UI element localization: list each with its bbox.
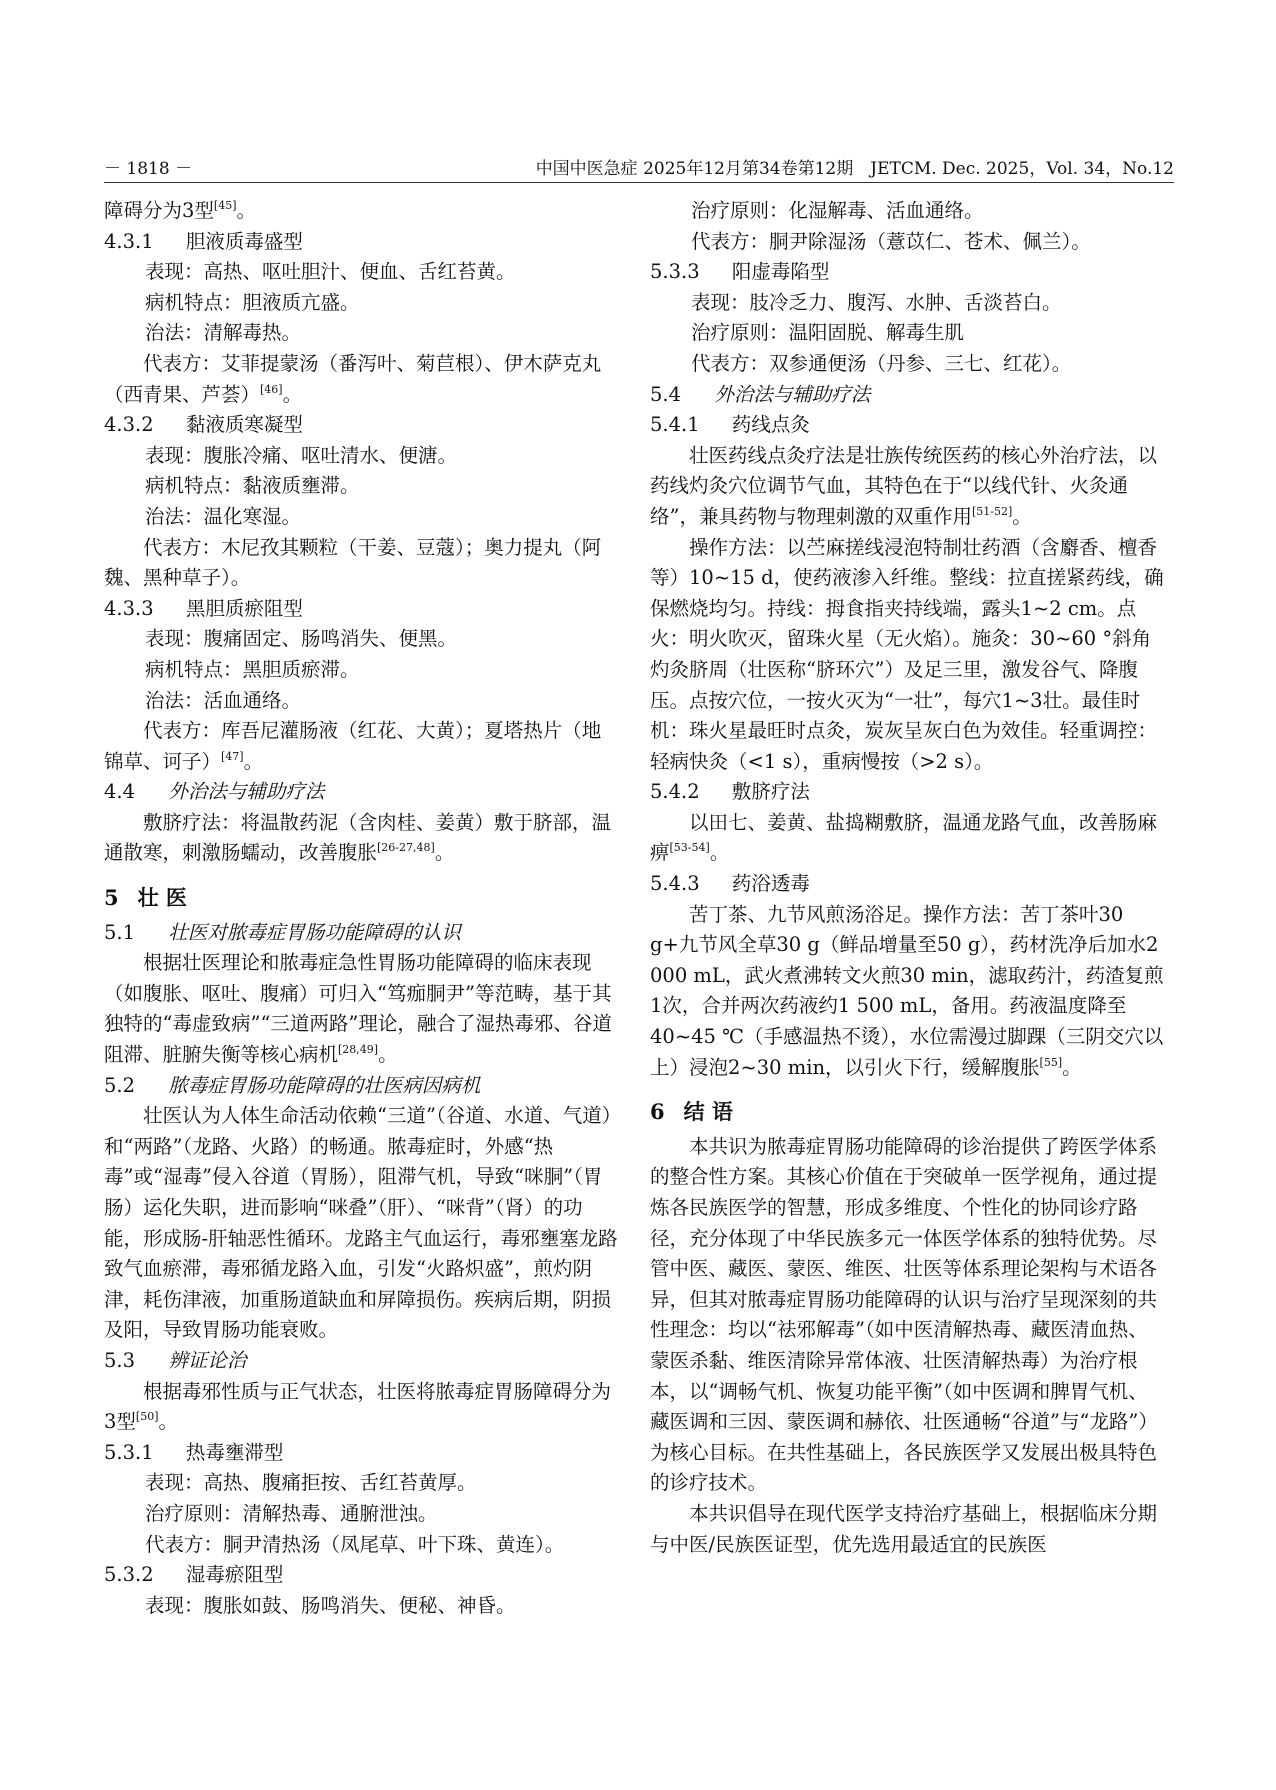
subsection-heading [104, 918, 620, 949]
paragraph-tail: 。 [434, 841, 455, 865]
paragraph [104, 716, 620, 777]
running-header [104, 154, 1174, 183]
subsection-heading [104, 1071, 620, 1102]
paragraph [104, 1499, 620, 1530]
paragraph-text: 操作方法：以苎麻搓线浸泡特制壮药酒（含麝香、檀香等）10~15 d，使药液渗入纤维。整线：拉直搓紧药线，确保燃烧均匀。持线：拇食指夹持线端，露头1~2 cm。点火：明火吹灭，留珠火星（无火焰）。施灸：30~60 °斜角灼灸脐周（壮医称“脐环穴”）及足三里，激发谷气、降腹压。点按穴位，一按火灭为“一壮”，每穴1~3壮。最佳时机：珠火星最旺时点灸，炭灰呈灰白色为效佳。轻重调控：轻病快灸（<1 s），重病慢按（>2 s）。 [650, 535, 1164, 773]
paragraph-text: 治疗原则：温阳固脱、解毒生肌 [690, 321, 964, 345]
paragraph-text: 壮医认为人体生命活动依赖“三道”（谷道、水道、气道）和“两路”（龙路、火路）的畅通。脓毒症时，外感“热毒”或“湿毒”侵入谷道（胃肠），阻滞气机，导致“咪胴”（胃肠）运化失职，进而影响“咪叠”（肝）、“咪背”（肾）的功能，形成肠-肝轴恶性循环。龙路主气血运行，毒邪壅塞龙路致气血瘀滞，毒邪循龙路入血，引发“火路炽盛”，煎灼阴津，耗伤津液，加重肠道缺血和屏障损伤。疾病后期，阴损及阳，导致胃肠功能衰败。 [104, 1104, 618, 1342]
heading-number: 5.3.1 [104, 1440, 154, 1464]
right-column [650, 196, 1166, 1560]
paragraph-text: 病机特点：黑胆质瘀滞。 [144, 657, 360, 681]
paragraph [650, 227, 1166, 258]
paragraph-text: 病机特点：黏液质壅滞。 [144, 474, 360, 498]
paragraph-tail: 。 [709, 841, 730, 865]
paragraph-text: 治疗原则：化湿解毒、活血通络。 [690, 199, 984, 222]
paragraph-tail: 。 [378, 1043, 398, 1067]
heading-text: 药浴透毒 [731, 872, 810, 896]
page-number: － 1818 － [104, 159, 193, 179]
heading-number: 5.3.3 [650, 260, 700, 284]
paragraph-text: 根据壮医理论和脓毒症急性胃肠功能障碍的临床表现（如腹胀、呕吐、腹痛）可归入“笃痂胴尹”等范畴，基于其独特的“毒虚致病”“三道两路”理论，融合了湿热毒邪、谷道阻滞、脏腑失衡等核心病机 [104, 951, 612, 1067]
paragraph [650, 1132, 1166, 1499]
paragraph-text: 根据毒邪性质与正气状态，壮医将脓毒症胃肠障碍分为3型 [104, 1379, 612, 1434]
heading-text: 辨证论治 [168, 1348, 247, 1372]
heading-text: 敷脐疗法 [731, 780, 810, 804]
paragraph [104, 196, 620, 227]
heading-number: 5.4.3 [650, 872, 700, 896]
heading-number: 5 [104, 885, 119, 911]
paragraph-text: 本共识为脓毒症胃肠功能障碍的诊治提供了跨医学体系的整合性方案。其核心价值在于突破单一医学视角，通过提炼各民族医学的智慧，形成多维度、个性化的协同诊疗路径，充分体现了中华民族多元一体医学体系的独特优势。尽管中医、藏医、蒙医、维医、壮医等体系理论架构与术语各异，但其对脓毒症胃肠功能障碍的认识与治疗呈现深刻的共性理念：均以“祛邪解毒”（如中医清解热毒、藏医清血热、蒙医杀黏、维医清除异常体液、壮医清解热毒）为治疗根本，以“调畅气机、恢复功能平衡”（如中医调和脾胃气机、藏医调和三因、蒙医调和赫依、壮医通畅“谷道”与“龙路”）为核心目标。在共性基础上，各民族医学又发展出极具特色的诊疗技术。 [650, 1134, 1158, 1495]
paragraph [104, 1468, 620, 1499]
paragraph [650, 1499, 1166, 1560]
paragraph-text: 代表方：木尼孜其颗粒（干姜、豆蔻）；奥力提丸（阿魏、黑种草子）。 [104, 535, 602, 590]
paragraph-text: 本共识倡导在现代医学支持治疗基础上，根据临床分期与中医/民族医证型，优先选用最适宜的民族医 [650, 1501, 1158, 1556]
heading-text: 阳虚毒陷型 [731, 260, 830, 284]
heading-number: 4.3.3 [104, 596, 154, 620]
heading-number: 5.2 [104, 1073, 136, 1097]
heading-number: 5.4 [650, 382, 682, 406]
paragraph [104, 808, 620, 869]
paragraph [104, 1530, 620, 1561]
citation-ref: [46] [260, 382, 283, 396]
citation-ref: [45] [213, 199, 237, 212]
heading-text: 结 语 [683, 1099, 733, 1125]
paragraph-tail: 。 [158, 1410, 179, 1434]
paragraph-text: 表现：肢冷乏力、腹泻、水肿、舌淡苔白。 [690, 290, 1062, 314]
paragraph-text: 表现：腹痛固定、肠鸣消失、便黑。 [144, 627, 457, 651]
heading-text: 黑胆质瘀阻型 [185, 596, 303, 620]
paragraph-text: 代表方：胴尹清热汤（凤尾草、叶下珠、黄连）。 [144, 1532, 565, 1556]
paragraph [650, 533, 1166, 778]
paragraph-text: 代表方：艾菲提蒙汤（番泻叶、菊苣根）、伊木萨克丸（西青果、芦荟） [104, 351, 602, 406]
paragraph-text: 表现：腹胀如鼓、肠鸣消失、便秘、神昏。 [144, 1593, 516, 1617]
paragraph-text: 代表方：库吾尼灌肠液（红花、大黄）；夏塔热片（地锦草、诃子） [104, 719, 602, 773]
subsubsection-heading [650, 869, 1166, 900]
heading-text: 壮 医 [137, 885, 187, 911]
citation-ref: [26-27,48] [377, 841, 435, 855]
heading-text: 外治法与辅助疗法 [714, 382, 871, 406]
paragraph-text: 表现：高热、腹痛拒按、舌红苔黄厚。 [144, 1471, 477, 1495]
citation-ref: [55] [1039, 1055, 1063, 1069]
paragraph [650, 318, 1166, 349]
subsubsection-heading [104, 594, 620, 625]
heading-number: 5.4.1 [650, 413, 700, 437]
paragraph-text: 敷脐疗法：将温散药泥（含肉桂、姜黄）敷于脐部，温通散寒，刺激肠蠕动，改善腹胀 [104, 810, 612, 865]
heading-number: 5.1 [104, 920, 136, 944]
paragraph [104, 471, 620, 502]
paragraph [104, 441, 620, 472]
heading-number: 5.3 [104, 1348, 136, 1372]
heading-text: 外治法与辅助疗法 [168, 780, 325, 804]
heading-text: 热毒壅滞型 [185, 1440, 284, 1464]
heading-text: 胆液质毒盛型 [185, 229, 303, 253]
paragraph-text: 治疗原则：清解热毒、通腑泄浊。 [144, 1501, 438, 1525]
paragraph-tail: 。 [1062, 1055, 1082, 1079]
paragraph-text: 治法：清解毒热。 [144, 321, 301, 345]
subsubsection-heading [104, 227, 620, 258]
subsubsection-heading [650, 777, 1166, 808]
subsubsection-heading [104, 410, 620, 441]
subsubsection-heading [650, 410, 1166, 441]
paragraph [104, 1101, 620, 1346]
subsection-heading [104, 777, 620, 808]
section-heading [104, 883, 620, 914]
paragraph-text: 表现：腹胀冷痛、呕吐清水、便溏。 [144, 443, 457, 467]
paragraph [104, 624, 620, 655]
paragraph [104, 318, 620, 349]
subsection-heading [650, 380, 1166, 411]
heading-text: 脓毒症胃肠功能障碍的壮医病因病机 [168, 1073, 481, 1097]
paragraph-text: 病机特点：胆液质亢盛。 [144, 290, 360, 314]
paragraph-tail: 。 [243, 749, 264, 773]
citation-ref: [53-54] [669, 841, 710, 855]
citation-ref: [28,49] [338, 1043, 379, 1057]
heading-number: 4.3.1 [104, 229, 154, 253]
paragraph-text: 代表方：胴尹除湿汤（薏苡仁、苍术、佩兰）。 [690, 229, 1091, 253]
paragraph [104, 686, 620, 717]
paragraph [650, 288, 1166, 319]
heading-text: 药线点灸 [731, 413, 810, 437]
paragraph-text: 表现：高热、呕吐胆汁、便血、舌红苔黄。 [144, 260, 516, 284]
paragraph [104, 533, 620, 594]
paragraph [104, 257, 620, 288]
heading-number: 4.4 [104, 780, 136, 804]
paragraph-text: 障碍分为3型 [104, 199, 214, 222]
subsubsection-heading [650, 257, 1166, 288]
heading-text: 黏液质寒凝型 [185, 413, 303, 437]
paragraph-text: 壮医药线点灸疗法是壮族传统医药的核心外治疗法，以药线灼灸穴位调节气血，其特色在于“以线代针、火灸通络”，兼具药物与物理刺激的双重作用 [650, 443, 1158, 528]
heading-text: 湿毒瘀阻型 [185, 1563, 284, 1587]
paragraph [104, 349, 620, 410]
heading-text: 壮医对脓毒症胃肠功能障碍的认识 [168, 920, 461, 944]
paragraph [650, 808, 1166, 869]
paragraph [104, 1377, 620, 1438]
paragraph [104, 502, 620, 533]
paragraph-text: 治法：活血通络。 [144, 688, 301, 712]
subsection-heading [104, 1346, 620, 1377]
paragraph-tail: 。 [1012, 504, 1032, 528]
heading-number: 5.3.2 [104, 1563, 154, 1587]
heading-number: 5.4.2 [650, 780, 700, 804]
paragraph-text: 以田七、姜黄、盐捣糊敷脐，温通龙路气血，改善肠麻痹 [650, 810, 1158, 865]
paragraph-tail: 。 [236, 199, 257, 222]
paragraph [650, 349, 1166, 380]
citation-ref: [50] [135, 1410, 159, 1424]
heading-number: 6 [650, 1099, 665, 1125]
section-heading [650, 1097, 1166, 1128]
subsubsection-heading [104, 1560, 620, 1591]
journal-citation: 中国中医急症 2025年12月第34卷第12期 JETCM. Dec. 2025，Vol. 34，No.12 [535, 159, 1174, 179]
paragraph [104, 655, 620, 686]
paragraph-text: 苦丁茶、九节风煎汤浴足。操作方法：苦丁茶叶30 g+九节风全草30 g（鲜品增量至50 g），药材洗净后加水2 000 mL，武火煮沸转文火煎30 min，滤取药汁，药渣复煎1次，合并两次药液约1 500 mL，备用。药液温度降至40~45 ℃（手感温热不烫），水位需漫过脚踝（三阴交穴以上）浸泡2~30 min，以引火下行，缓解腹胀 [650, 902, 1164, 1079]
citation-ref: [51-52] [971, 504, 1013, 518]
paragraph [104, 948, 620, 1070]
paragraph [650, 196, 1166, 227]
citation-ref: [47] [221, 749, 244, 763]
paragraph-text: 治法：温化寒湿。 [144, 504, 301, 528]
paragraph-text: 代表方：双参通便汤（丹参、三七、红花）。 [690, 351, 1072, 375]
paragraph-tail: 。 [282, 382, 303, 406]
left-column [104, 196, 620, 1621]
paragraph [650, 900, 1166, 1084]
paragraph [650, 441, 1166, 533]
paragraph [104, 1591, 620, 1622]
paragraph [104, 288, 620, 319]
heading-number: 4.3.2 [104, 413, 154, 437]
subsubsection-heading [104, 1438, 620, 1469]
